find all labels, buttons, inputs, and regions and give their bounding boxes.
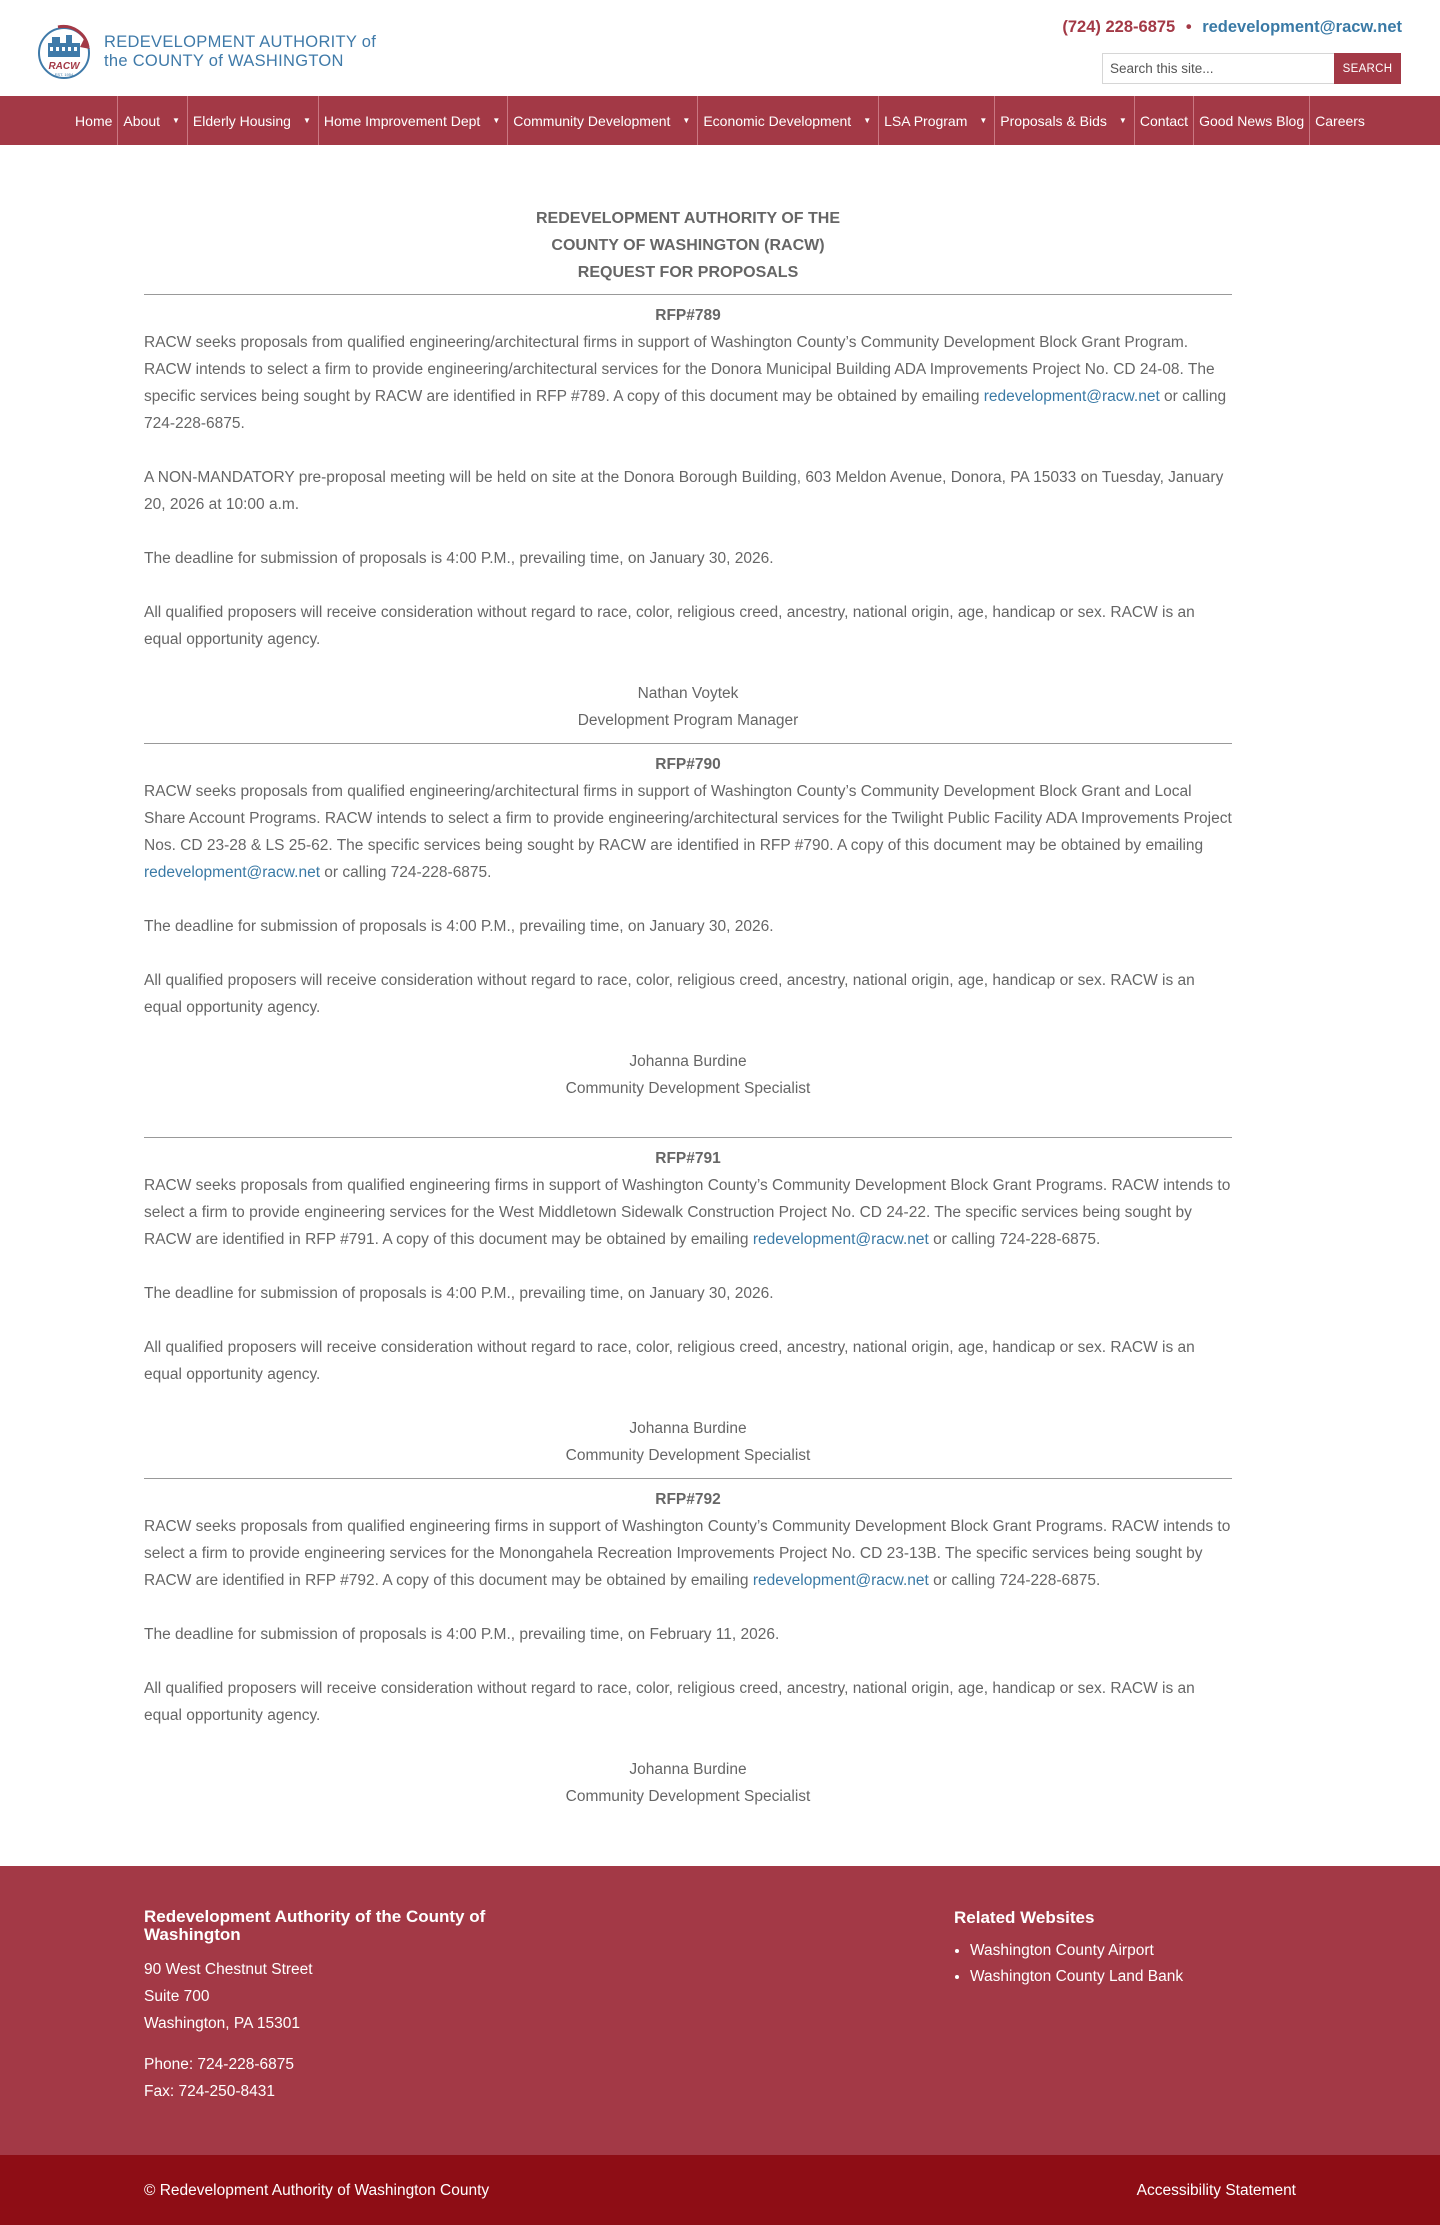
nav-item-label: Home — [75, 112, 113, 129]
nav-item-label: Good News Blog — [1199, 112, 1305, 129]
related-websites-list — [954, 1938, 1183, 1990]
nav-item-home-improvement-dept[interactable] — [319, 96, 508, 145]
rfp-section — [144, 743, 1232, 1102]
logo-mark-subtext: EST. 1954 — [54, 72, 74, 77]
dropdown-caret-icon: ▼ — [863, 116, 872, 125]
logo-line-1: REDEVELOPMENT AUTHORITY of — [104, 33, 377, 51]
main-navigation — [0, 96, 1440, 145]
section-divider — [144, 294, 1232, 295]
section-divider — [144, 1137, 1232, 1138]
rfp-section — [144, 1111, 1232, 1469]
rfp-email-link[interactable]: redevelopment@racw.net — [983, 388, 1160, 405]
rfp-description-text: RACW seeks proposals from qualified engineering firms in support of Washington County’s Community Development Block Grant Programs. RACW intends to select a firm to provide engineering services for the West Middletown Sidewalk Construction Project No. CD 24-22. The specific services being sought by RACW are identified in RFP #791. A copy of this document may be obtained by emailing — [144, 1177, 1231, 1248]
nav-item-community-development[interactable] — [508, 96, 698, 145]
nav-item-economic-development[interactable] — [698, 96, 879, 145]
footer-address — [144, 1956, 494, 2037]
page-title-line-1: REDEVELOPMENT AUTHORITY OF THE — [535, 210, 840, 227]
footer-phone-fax — [144, 2051, 494, 2105]
rfp-signature — [144, 1048, 1232, 1102]
rfp-description-tail: or calling 724-228-6875. — [928, 1231, 1101, 1248]
rfp-title: RFP#789 — [655, 307, 721, 324]
rfp-deadline: The deadline for submission of proposals is 4:00 P.M., prevailing time, on January 30, 2026. — [144, 918, 774, 935]
rfp-title: RFP#792 — [655, 1491, 721, 1508]
footer-phone: Phone: 724-228-6875 — [144, 2056, 294, 2073]
rfp-signature — [144, 680, 1232, 734]
nav-item-contact[interactable] — [1135, 96, 1194, 145]
dropdown-caret-icon: ▼ — [302, 116, 311, 125]
signer-title: Community Development Specialist — [565, 1788, 811, 1805]
related-link-land-bank[interactable]: Washington County Land Bank — [970, 1968, 1184, 1985]
related-link-airport[interactable]: Washington County Airport — [970, 1942, 1154, 1959]
rfp-description-tail: or calling 724-228-6875. — [928, 1572, 1101, 1589]
logo-wordmark — [104, 33, 376, 71]
rfp-deadline: The deadline for submission of proposals is 4:00 P.M., prevailing time, on January 30, 2026. — [144, 550, 774, 567]
dropdown-caret-icon: ▼ — [492, 116, 501, 125]
signer-title: Community Development Specialist — [565, 1447, 811, 1464]
rfp-deadline: The deadline for submission of proposals is 4:00 P.M., prevailing time, on January 30, 2026. — [144, 1285, 774, 1302]
rfp-description-tail: or calling 724-228-6875. — [144, 388, 1227, 432]
rfp-email-link[interactable]: redevelopment@racw.net — [752, 1572, 929, 1589]
header-phone-link[interactable]: (724) 228-6875 — [1062, 18, 1176, 36]
copyright-text: © Redevelopment Authority of Washington County — [144, 2182, 490, 2199]
nav-item-label: Home Improvement Dept — [323, 112, 481, 129]
rfp-email-link[interactable]: redevelopment@racw.net — [752, 1231, 929, 1248]
nav-item-home[interactable] — [70, 96, 118, 145]
footer-address-line-1: 90 West Chestnut Street — [144, 1961, 313, 1978]
search-button[interactable]: SEARCH — [1334, 53, 1401, 84]
rfp-description — [144, 1513, 1232, 1594]
footer-bottom-bar — [0, 2155, 1440, 2225]
nav-item-lsa-program[interactable] — [879, 96, 995, 145]
rfp-section — [144, 294, 1232, 734]
related-link-item — [970, 1938, 1183, 1964]
related-websites-heading: Related Websites — [954, 1908, 1095, 1927]
nav-item-label: Economic Development — [703, 112, 852, 129]
dropdown-caret-icon: ▼ — [172, 116, 180, 125]
nav-item-label: Contact — [1139, 112, 1189, 129]
rfp-description-tail: or calling 724-228-6875. — [320, 864, 492, 881]
search-input[interactable] — [1102, 53, 1334, 84]
related-link-item — [970, 1964, 1183, 1990]
rfp-description-text: RACW seeks proposals from qualified engineering firms in support of Washington County’s Community Development Block Grant Programs. RACW intends to select a firm to provide engineering services for the Monongahela Recreation Improvements Project No. CD 23-13B. The specific services being sought by RACW are identified in RFP #792. A copy of this document may be obtained by emailing — [144, 1518, 1231, 1589]
logo-line-2: the COUNTY of WASHINGTON — [104, 52, 344, 70]
nav-item-good-news-blog[interactable] — [1194, 96, 1310, 145]
rfp-description — [144, 329, 1232, 437]
footer-related-websites — [954, 1908, 1183, 1990]
dropdown-caret-icon: ▼ — [979, 116, 988, 125]
rfp-list — [144, 294, 1232, 1810]
rfp-description-text: RACW seeks proposals from qualified engineering/architectural firms in support of Washington County’s Community Development Block Grant Program. RACW intends to select a firm to provide engineering/architectural services for the Donora Municipal Building ADA Improvements Project No. CD 24-08. The specific services being sought by RACW are identified in RFP #789. A copy of this document may be obtained by emailing — [144, 334, 1215, 405]
footer-address-line-2: Suite 700 — [144, 1988, 210, 2005]
rfp-title: RFP#791 — [655, 1150, 721, 1167]
site-logo[interactable] — [38, 14, 378, 90]
site-footer — [0, 1866, 1440, 2155]
rfp-eeo-statement: All qualified proposers will receive consideration without regard to race, color, religious creed, ancestry, national origin, age, handicap or sex. RACW is an equal opportunity agency. — [144, 1339, 1195, 1383]
page-title-line-2: COUNTY OF WASHINGTON (RACW) — [551, 237, 825, 254]
nav-item-label: About — [123, 112, 160, 129]
header-email-link[interactable]: redevelopment@racw.net — [1202, 18, 1402, 36]
rfp-email-link[interactable]: redevelopment@racw.net — [144, 864, 320, 881]
signer-name: Nathan Voytek — [637, 685, 739, 702]
footer-address-line-3: Washington, PA 15301 — [144, 2015, 300, 2032]
header-contact-separator: • — [1185, 18, 1192, 36]
main-content — [144, 145, 1232, 1819]
nav-list — [0, 96, 1440, 145]
rfp-signature — [144, 1756, 1232, 1810]
rfp-title: RFP#790 — [655, 756, 721, 773]
signer-title: Community Development Specialist — [565, 1080, 811, 1097]
rfp-meeting-notice: A NON-MANDATORY pre-proposal meeting will be held on site at the Donora Borough Building, 603 Meldon Avenue, Donora, PA 15033 on Tuesday, January 20, 2026 at 10:00 a.m. — [144, 469, 1224, 513]
accessibility-statement-link[interactable]: Accessibility Statement — [1136, 2182, 1296, 2199]
signer-name: Johanna Burdine — [629, 1420, 747, 1437]
rfp-description — [144, 778, 1232, 886]
signer-name: Johanna Burdine — [629, 1761, 747, 1778]
footer-organization — [144, 1908, 494, 2105]
rfp-section — [144, 1478, 1232, 1810]
nav-item-label: Elderly Housing — [192, 112, 291, 129]
dropdown-caret-icon: ▼ — [1118, 116, 1127, 125]
rfp-eeo-statement: All qualified proposers will receive consideration without regard to race, color, religious creed, ancestry, national origin, age, handicap or sex. RACW is an equal opportunity agency. — [144, 1680, 1195, 1724]
nav-item-label: Community Development — [513, 112, 671, 129]
signer-title: Development Program Manager — [577, 712, 799, 729]
racw-logo-icon — [38, 17, 94, 87]
footer-fax: Fax: 724-250-8431 — [144, 2083, 275, 2100]
section-divider — [144, 1478, 1232, 1479]
rfp-signature — [144, 1415, 1232, 1469]
nav-item-label: Careers — [1315, 112, 1365, 129]
dropdown-caret-icon: ▼ — [682, 116, 691, 125]
site-header — [0, 0, 1440, 96]
footer-org-name: Redevelopment Authority of the County of Washington — [144, 1907, 486, 1944]
rfp-deadline: The deadline for submission of proposals is 4:00 P.M., prevailing time, on February 11, 2026. — [144, 1626, 780, 1643]
rfp-description-text: RACW seeks proposals from qualified engineering/architectural firms in support of Washington County’s Community Development Block Grant and Local Share Account Programs. RACW intends to select a firm to provide engineering/architectural services for the Twilight Public Facility ADA Improvements Project Nos. CD 23-28 & LS 25-62. The specific services being sought by RACW are identified in RFP #790. A copy of this document may be obtained by emailing — [144, 783, 1232, 854]
logo-mark-text: RACW — [48, 61, 80, 72]
rfp-eeo-statement: All qualified proposers will receive consideration without regard to race, color, religious creed, ancestry, national origin, age, handicap or sex. RACW is an equal opportunity agency. — [144, 604, 1195, 648]
nav-item-elderly-housing[interactable] — [188, 96, 319, 145]
nav-item-careers[interactable] — [1310, 96, 1370, 145]
nav-item-proposals-bids[interactable] — [995, 96, 1135, 145]
nav-item-about[interactable] — [118, 96, 188, 145]
rfp-description — [144, 1172, 1232, 1253]
page-title — [144, 205, 1232, 286]
nav-item-label: LSA Program — [884, 112, 968, 129]
site-search-form — [1102, 53, 1401, 84]
rfp-eeo-statement: All qualified proposers will receive consideration without regard to race, color, religious creed, ancestry, national origin, age, handicap or sex. RACW is an equal opportunity agency. — [144, 972, 1195, 1016]
page-title-line-3: REQUEST FOR PROPOSALS — [577, 264, 799, 281]
header-contact — [1062, 18, 1402, 37]
signer-name: Johanna Burdine — [629, 1053, 747, 1070]
section-divider — [144, 743, 1232, 744]
nav-item-label: Proposals & Bids — [1000, 112, 1107, 129]
